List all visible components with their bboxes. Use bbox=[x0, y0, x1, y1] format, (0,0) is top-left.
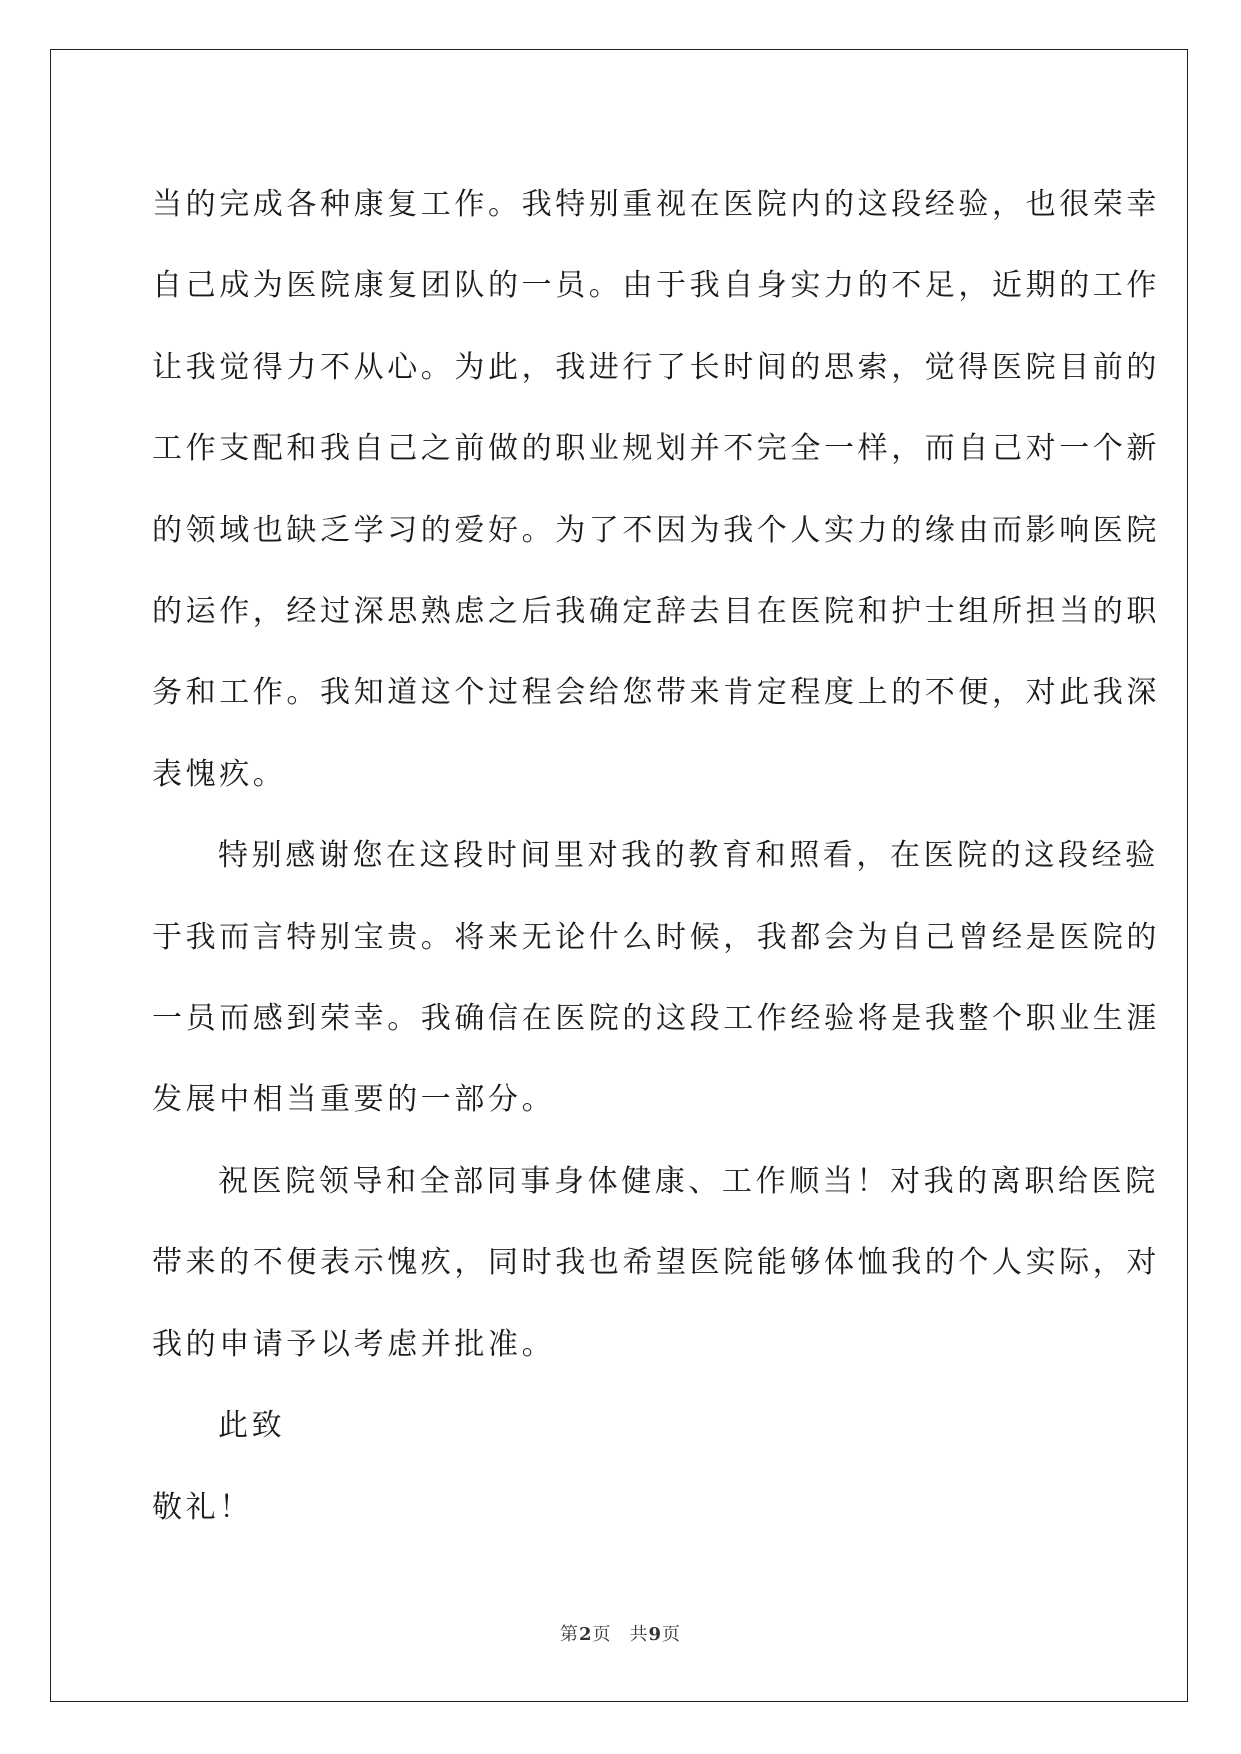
text-line: 让我觉得力不从心。为此，我进行了长时间的思索，觉得医院目前的 bbox=[152, 349, 1160, 385]
text-line: 于我而言特别宝贵。将来无论什么时候，我都会为自己曾经是医院的 bbox=[152, 919, 1160, 955]
closing-salutation: 此致 bbox=[218, 1408, 286, 1444]
text-line: 的运作，经过深思熟虑之后我确定辞去目在医院和护士组所担当的职 bbox=[152, 594, 1160, 630]
closing-regards: 敬礼！ bbox=[152, 1489, 253, 1525]
total-label-suffix: 页 bbox=[662, 1624, 682, 1645]
total-label-prefix: 共 bbox=[629, 1624, 649, 1645]
text-line: 一员而感到荣幸。我确信在医院的这段工作经验将是我整个职业生涯 bbox=[152, 1001, 1160, 1037]
text-line: 带来的不便表示愧疚，同时我也希望医院能够体恤我的个人实际，对 bbox=[152, 1245, 1160, 1281]
page-current: 2 bbox=[578, 1624, 593, 1645]
text-line: 的领域也缺乏学习的爱好。为了不因为我个人实力的缘由而影响医院 bbox=[152, 512, 1160, 548]
letter-body bbox=[152, 164, 1160, 1548]
text-line: 工作支配和我自己之前做的职业规划并不完全一样，而自己对一个新 bbox=[152, 431, 1160, 467]
text-line: 表愧疚。 bbox=[152, 756, 287, 792]
text-line: 特别感谢您在这段时间里对我的教育和照看，在医院的这段经验 bbox=[218, 838, 1159, 874]
text-line: 祝医院领导和全部同事身体健康、工作顺当！对我的离职给医院 bbox=[218, 1163, 1159, 1199]
text-line: 务和工作。我知道这个过程会给您带来肯定程度上的不便，对此我深 bbox=[152, 675, 1160, 711]
text-line: 我的申请予以考虑并批准。 bbox=[152, 1326, 556, 1362]
page-total: 9 bbox=[648, 1624, 663, 1645]
page-label-suffix: 页 bbox=[592, 1624, 612, 1645]
text-line: 当的完成各种康复工作。我特别重视在医院内的这段经验，也很荣幸 bbox=[152, 187, 1160, 222]
page-label-prefix: 第 bbox=[559, 1624, 579, 1645]
page-number-footer bbox=[0, 1620, 1241, 1646]
text-line: 发展中相当重要的一部分。 bbox=[152, 1082, 556, 1118]
text-line: 自己成为医院康复团队的一员。由于我自身实力的不足，近期的工作 bbox=[152, 268, 1160, 304]
